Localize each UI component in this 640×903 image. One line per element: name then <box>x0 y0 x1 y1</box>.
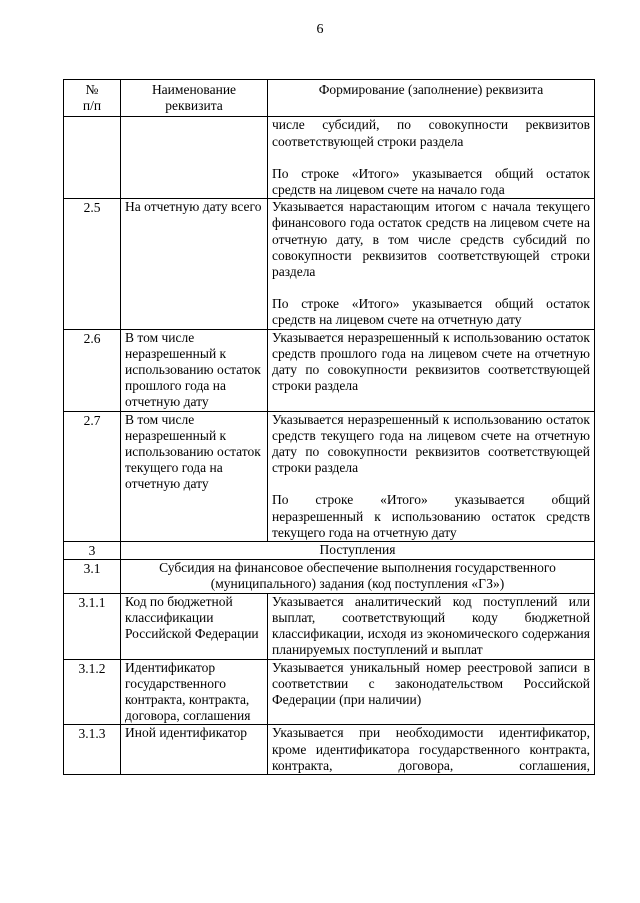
row-name: В том числе неразрешенный к использованию остаток прошлого года на отчетную дату <box>121 329 268 411</box>
table-row <box>64 659 595 725</box>
row-number: 3.1 <box>64 560 121 593</box>
header-name: Наименование реквизита <box>121 80 268 117</box>
row-description <box>268 725 595 775</box>
row-number: 3 <box>64 542 121 560</box>
section-row <box>64 542 595 560</box>
table-row <box>64 725 595 775</box>
row-description <box>268 411 595 541</box>
row-description <box>268 593 595 659</box>
description-paragraph: Указывается неразрешенный к использованию остаток средств текущего года на лицевом счете на отчетную дату по совокупности реквизитов соответствующей строки раздела <box>272 411 590 476</box>
section-title: Субсидия на финансовое обеспечение выполнения государственного (муниципального) задания (код поступления «ГЗ») <box>121 560 595 593</box>
description-paragraph: По строке «Итого» указывается общий неразрешенный к использованию остаток средств текущего года на отчетную дату <box>272 492 590 540</box>
description-paragraph: числе субсидий, по совокупности реквизитов соответствующей строки раздела <box>272 117 590 149</box>
table-row <box>64 117 595 199</box>
table-row <box>64 199 595 329</box>
row-description <box>268 329 595 411</box>
row-number: 3.1.2 <box>64 659 121 725</box>
description-paragraph: Указывается нарастающим итогом с начала текущего финансового года остаток средств на лицевом счете на отчетную дату, в том числе средств субсидий по совокупности реквизитов соответствующей строки раздела <box>272 199 590 280</box>
table-header-row <box>64 80 595 117</box>
row-name: На отчетную дату всего <box>121 199 268 329</box>
table-row <box>64 411 595 541</box>
table-row <box>64 329 595 411</box>
requisites-table <box>63 79 595 775</box>
row-number: 2.6 <box>64 329 121 411</box>
row-description <box>268 199 595 329</box>
row-name: Код по бюджетной классификации Российской Федерации <box>121 593 268 659</box>
row-number: 2.5 <box>64 199 121 329</box>
description-paragraph: По строке «Итого» указывается общий остаток средств на лицевом счете на начало года <box>272 165 590 198</box>
description-paragraph: Указывается неразрешенный к использованию остаток средств прошлого года на лицевом счете на отчетную дату по совокупности реквизитов соответствующей строки раздела <box>272 329 590 394</box>
row-name: Иной идентификатор <box>121 725 268 775</box>
row-number: 2.7 <box>64 411 121 541</box>
row-name: В том числе неразрешенный к использованию остаток текущего года на отчетную дату <box>121 411 268 541</box>
row-number: 3.1.1 <box>64 593 121 659</box>
section-row <box>64 560 595 593</box>
description-paragraph: По строке «Итого» указывается общий остаток средств на лицевом счете на отчетную дату <box>272 296 590 328</box>
section-title: Поступления <box>121 542 595 560</box>
description-paragraph: Указывается при необходимости идентификатор, кроме идентификатора государственного контракта, контракта, договора, соглашения, <box>272 725 590 773</box>
table-row <box>64 593 595 659</box>
row-name <box>121 117 268 199</box>
header-formation: Формирование (заполнение) реквизита <box>268 80 595 117</box>
description-paragraph: Указывается аналитический код поступлений или выплат, соответствующий коду бюджетной классификации, исходя из экономического содержания планируемых поступлений и выплат <box>272 593 590 658</box>
row-number: 3.1.3 <box>64 725 121 775</box>
row-name: Идентификатор государственного контракта, контракта, договора, соглашения <box>121 659 268 725</box>
header-number: № п/п <box>64 80 121 117</box>
row-number <box>64 117 121 199</box>
row-description <box>268 117 595 199</box>
page-number: 6 <box>316 22 324 37</box>
row-description <box>268 659 595 725</box>
description-paragraph: Указывается уникальный номер реестровой записи в соответствии с законодательством Российской Федерации (при наличии) <box>272 659 590 707</box>
